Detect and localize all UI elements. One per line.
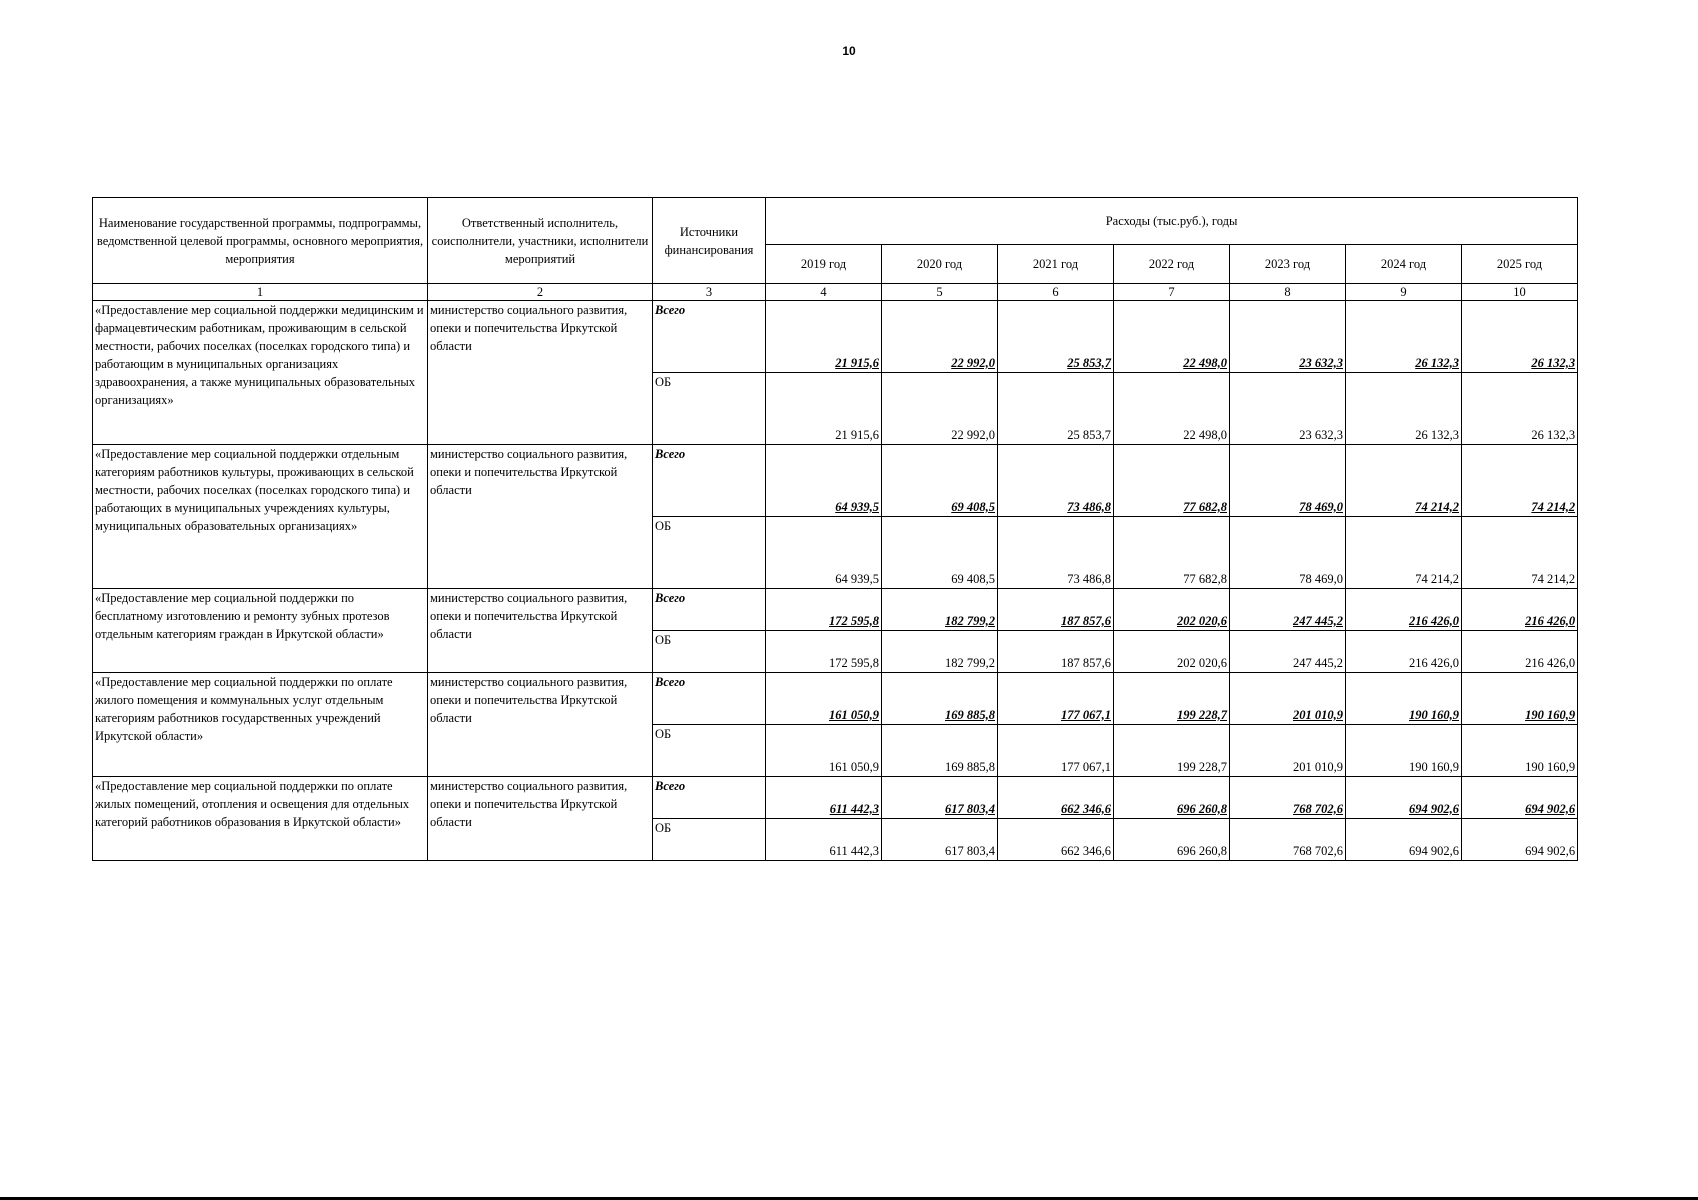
- measure-name: «Предоставление мер социальной поддержки по оплате жилого помещения и коммунальных услуг отдельным категориям работников государственных учреждений Иркутской области»: [93, 673, 428, 777]
- column-number: 3: [653, 284, 766, 301]
- measure-name: «Предоставление мер социальной поддержки по оплате жилых помещений, отопления и освещения для отдельных категорий работников образования в Иркутской области»: [93, 777, 428, 861]
- ob-value: 694 902,6: [1346, 819, 1462, 861]
- ob-value: 73 486,8: [998, 517, 1114, 589]
- total-value: 73 486,8: [998, 445, 1114, 517]
- total-value: 64 939,5: [766, 445, 882, 517]
- header-year: 2023 год: [1230, 245, 1346, 284]
- column-number: 5: [882, 284, 998, 301]
- source-ob: ОБ: [653, 819, 766, 861]
- source-ob: ОБ: [653, 725, 766, 777]
- total-value: 216 426,0: [1462, 589, 1578, 631]
- total-value: 768 702,6: [1230, 777, 1346, 819]
- total-value: 694 902,6: [1462, 777, 1578, 819]
- ob-value: 190 160,9: [1462, 725, 1578, 777]
- header-year: 2020 год: [882, 245, 998, 284]
- total-value: 74 214,2: [1462, 445, 1578, 517]
- column-number: 8: [1230, 284, 1346, 301]
- total-value: 617 803,4: [882, 777, 998, 819]
- total-value: 23 632,3: [1230, 301, 1346, 373]
- total-value: 177 067,1: [998, 673, 1114, 725]
- ob-value: 74 214,2: [1462, 517, 1578, 589]
- ob-value: 161 050,9: [766, 725, 882, 777]
- header-year: 2019 год: [766, 245, 882, 284]
- header-sources: Источники финансирования: [653, 198, 766, 284]
- ob-value: 187 857,6: [998, 631, 1114, 673]
- table-row: [93, 777, 1578, 819]
- total-value: 161 050,9: [766, 673, 882, 725]
- total-value: 202 020,6: [1114, 589, 1230, 631]
- ob-value: 78 469,0: [1230, 517, 1346, 589]
- responsible-executor: министерство социального развития, опеки и попечительства Иркутской области: [428, 777, 653, 861]
- ob-value: 21 915,6: [766, 373, 882, 445]
- responsible-executor: министерство социального развития, опеки и попечительства Иркутской области: [428, 673, 653, 777]
- ob-value: 199 228,7: [1114, 725, 1230, 777]
- total-value: 172 595,8: [766, 589, 882, 631]
- ob-value: 696 260,8: [1114, 819, 1230, 861]
- ob-value: 64 939,5: [766, 517, 882, 589]
- ob-value: 69 408,5: [882, 517, 998, 589]
- measure-name: «Предоставление мер социальной поддержки отдельным категориям работников культуры, проживающих в сельской местности, рабочих поселках (поселках городского типа) и работающих в муниципальных учреждениях культуры, муниципальных образовательных организациях»: [93, 445, 428, 589]
- total-value: 74 214,2: [1346, 445, 1462, 517]
- header-year: 2022 год: [1114, 245, 1230, 284]
- ob-value: 26 132,3: [1346, 373, 1462, 445]
- ob-value: 202 020,6: [1114, 631, 1230, 673]
- column-number: 4: [766, 284, 882, 301]
- responsible-executor: министерство социального развития, опеки и попечительства Иркутской области: [428, 445, 653, 589]
- ob-value: 182 799,2: [882, 631, 998, 673]
- ob-value: 74 214,2: [1346, 517, 1462, 589]
- table-row: [93, 673, 1578, 725]
- total-value: 190 160,9: [1346, 673, 1462, 725]
- ob-value: 22 992,0: [882, 373, 998, 445]
- header-row: [93, 198, 1578, 245]
- column-number: 7: [1114, 284, 1230, 301]
- table-row: [93, 301, 1578, 373]
- total-value: 169 885,8: [882, 673, 998, 725]
- ob-value: 172 595,8: [766, 631, 882, 673]
- source-total: Всего: [653, 777, 766, 819]
- budget-table: [92, 197, 1578, 861]
- page-number: 10: [842, 44, 856, 58]
- ob-value: 25 853,7: [998, 373, 1114, 445]
- total-value: 216 426,0: [1346, 589, 1462, 631]
- total-value: 77 682,8: [1114, 445, 1230, 517]
- total-value: 694 902,6: [1346, 777, 1462, 819]
- responsible-executor: министерство социального развития, опеки и попечительства Иркутской области: [428, 589, 653, 673]
- column-numbers-row: [93, 284, 1578, 301]
- total-value: 696 260,8: [1114, 777, 1230, 819]
- total-value: 247 445,2: [1230, 589, 1346, 631]
- total-value: 22 992,0: [882, 301, 998, 373]
- table-row: [93, 445, 1578, 517]
- ob-value: 177 067,1: [998, 725, 1114, 777]
- total-value: 182 799,2: [882, 589, 998, 631]
- ob-value: 22 498,0: [1114, 373, 1230, 445]
- total-value: 69 408,5: [882, 445, 998, 517]
- total-value: 187 857,6: [998, 589, 1114, 631]
- source-ob: ОБ: [653, 373, 766, 445]
- total-value: 199 228,7: [1114, 673, 1230, 725]
- header-year: 2025 год: [1462, 245, 1578, 284]
- ob-value: 26 132,3: [1462, 373, 1578, 445]
- header-name: Наименование государственной программы, подпрограммы, ведомственной целевой программы, основного мероприятия, мероприятия: [93, 198, 428, 284]
- header-expenses: Расходы (тыс.руб.), годы: [766, 198, 1578, 245]
- ob-value: 216 426,0: [1462, 631, 1578, 673]
- measure-name: «Предоставление мер социальной поддержки по бесплатному изготовлению и ремонту зубных протезов отдельным категориям граждан в Иркутской области»: [93, 589, 428, 673]
- ob-value: 662 346,6: [998, 819, 1114, 861]
- header-responsible: Ответственный исполнитель, соисполнители, участники, исполнители мероприятий: [428, 198, 653, 284]
- ob-value: 216 426,0: [1346, 631, 1462, 673]
- header-year: 2021 год: [998, 245, 1114, 284]
- ob-value: 617 803,4: [882, 819, 998, 861]
- total-value: 190 160,9: [1462, 673, 1578, 725]
- total-value: 26 132,3: [1462, 301, 1578, 373]
- total-value: 25 853,7: [998, 301, 1114, 373]
- measure-name: «Предоставление мер социальной поддержки медицинским и фармацевтическим работникам, проживающим в сельской местности, рабочих поселках (поселках городского типа) и работающим в муниципальных организациях здравоохранения, а также муниципальных образовательных организациях»: [93, 301, 428, 445]
- total-value: 611 442,3: [766, 777, 882, 819]
- total-value: 26 132,3: [1346, 301, 1462, 373]
- source-total: Всего: [653, 589, 766, 631]
- ob-value: 23 632,3: [1230, 373, 1346, 445]
- ob-value: 169 885,8: [882, 725, 998, 777]
- table-row: [93, 589, 1578, 631]
- total-value: 201 010,9: [1230, 673, 1346, 725]
- source-ob: ОБ: [653, 517, 766, 589]
- ob-value: 694 902,6: [1462, 819, 1578, 861]
- source-total: Всего: [653, 445, 766, 517]
- total-value: 21 915,6: [766, 301, 882, 373]
- ob-value: 768 702,6: [1230, 819, 1346, 861]
- ob-value: 247 445,2: [1230, 631, 1346, 673]
- total-value: 22 498,0: [1114, 301, 1230, 373]
- source-total: Всего: [653, 673, 766, 725]
- responsible-executor: министерство социального развития, опеки и попечительства Иркутской области: [428, 301, 653, 445]
- total-value: 78 469,0: [1230, 445, 1346, 517]
- ob-value: 201 010,9: [1230, 725, 1346, 777]
- source-total: Всего: [653, 301, 766, 373]
- column-number: 10: [1462, 284, 1578, 301]
- table-body: [93, 301, 1578, 861]
- column-number: 2: [428, 284, 653, 301]
- ob-value: 611 442,3: [766, 819, 882, 861]
- column-number: 1: [93, 284, 428, 301]
- source-ob: ОБ: [653, 631, 766, 673]
- column-number: 9: [1346, 284, 1462, 301]
- ob-value: 77 682,8: [1114, 517, 1230, 589]
- total-value: 662 346,6: [998, 777, 1114, 819]
- column-number: 6: [998, 284, 1114, 301]
- header-year: 2024 год: [1346, 245, 1462, 284]
- ob-value: 190 160,9: [1346, 725, 1462, 777]
